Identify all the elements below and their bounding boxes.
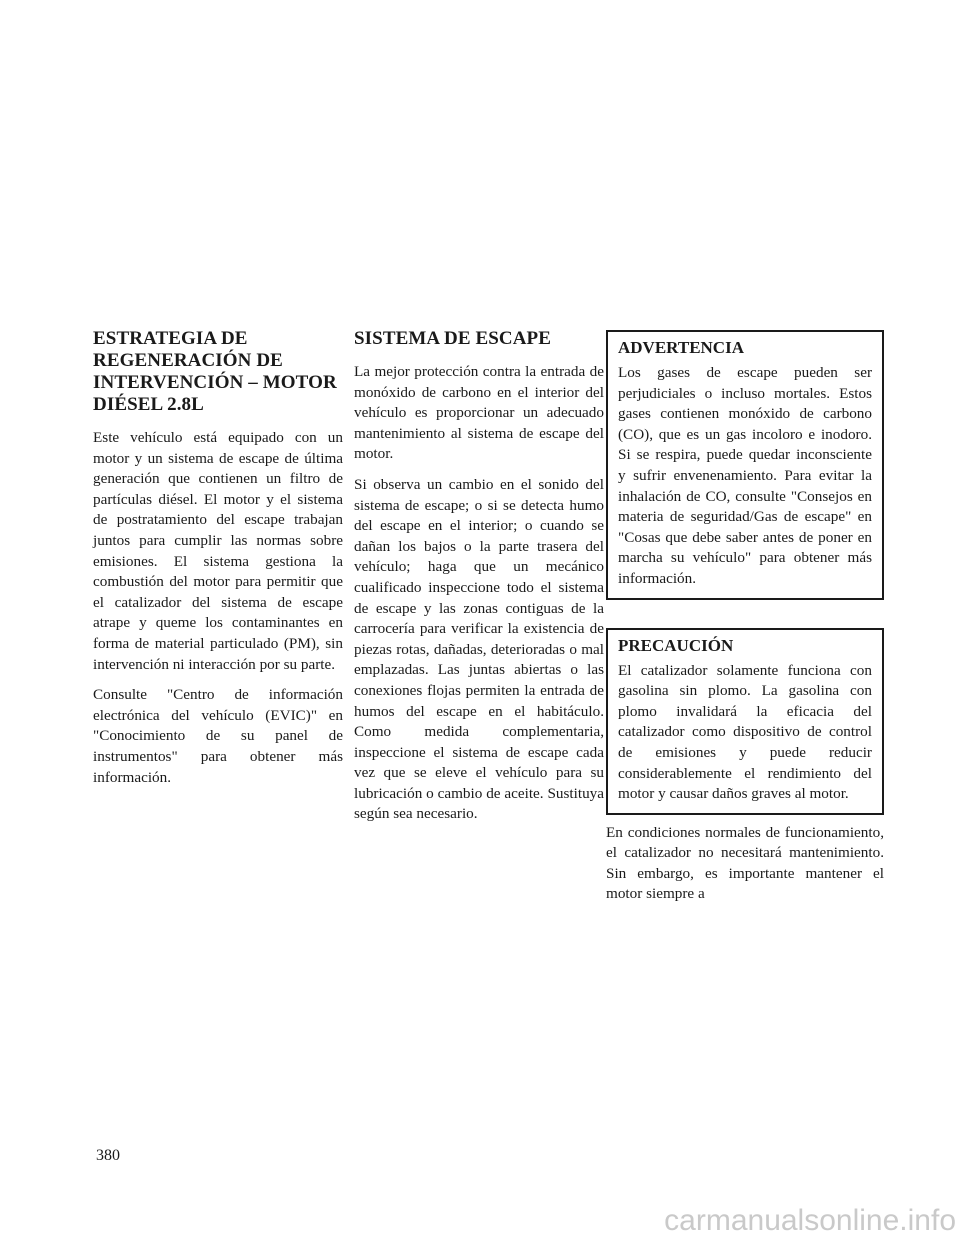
column-right	[606, 328, 884, 915]
warning-box	[606, 330, 884, 600]
watermark: carmanualsonline.info	[664, 1204, 956, 1237]
warning-text: Los gases de escape pueden ser perjudiciales o incluso mortales. Estos gases contienen monóxido de carbono (CO), que es un gas incoloro e inodoro. Si se respira, puede quedar inconsciente y sufrir envenenamiento. Para evitar la inhalación de CO, consulte "Consejos en materia de seguridad/Gas de escape" en "Cosas que debe saber antes de poner en marcha su vehículo" para obtener más información.	[618, 364, 872, 587]
heading-line: INTERVENCIÓN – MOTOR	[93, 372, 337, 393]
heading-line: REGENERACIÓN DE	[93, 350, 283, 371]
paragraph-regeneration-evic: Consulte "Centro de información electrónica del vehículo (EVIC)" en "Conocimiento de su panel de instrumentos" para obtener más información.	[93, 686, 343, 786]
warning-title: ADVERTENCIA	[618, 338, 744, 357]
paragraph-catalyst-maintenance: En condiciones normales de funcionamiento, el catalizador no necesitará mantenimiento. Sin embargo, es importante mantener el motor siempre a	[606, 823, 884, 903]
section-heading-exhaust: SISTEMA DE ESCAPE	[354, 328, 552, 349]
paragraph-exhaust-protection: La mejor protección contra la entrada de monóxido de carbono en el interior del vehículo es proporcionar un adecuado mantenimiento al sistema de escape del motor.	[354, 363, 604, 463]
paragraph-regeneration-intro: Este vehículo está equipado con un motor y un sistema de escape de última generación que contienen un filtro de partículas diésel. El motor y el sistema de postratamiento del escape trabajan juntos para cumplir las normas sobre emisiones. El sistema gestiona la combustión del motor para permitir que el catalizador del sistema de escape atrape y queme los contaminantes en forma de material particulado (PM), sin intervención ni interacción por su parte.	[93, 429, 343, 673]
paragraph-exhaust-inspection: Si observa un cambio en el sonido del sistema de escape; o si se detecta humo del escape en el interior; o cuando se dañan los bajos o la parte trasera del vehículo; haga que un mecánico cualificado inspeccione todo el sistema de escape y las zonas contiguas de la carrocería para verificar la existencia de piezas rotas, dañadas, deterioradas o mal emplazadas. Las juntas abiertas o las conexiones flojas permiten la entrada de humos del escape en el habitáculo. Como medida complementaria, inspeccione el sistema de escape cada vez que se eleve el vehículo para su lubricación o cambio de aceite. Sustituya según sea necesario.	[354, 475, 604, 823]
heading-line: ESTRATEGIA DE	[93, 328, 248, 349]
caution-title: PRECAUCIÓN	[618, 635, 734, 655]
column-left	[93, 328, 343, 798]
section-heading-regeneration	[93, 328, 343, 416]
caution-box	[606, 628, 884, 815]
column-middle	[354, 328, 604, 835]
page-number: 380	[96, 1147, 120, 1164]
heading-line: DIÉSEL 2.8L	[93, 394, 204, 415]
caution-text: El catalizador solamente funciona con gasolina sin plomo. La gasolina con plomo invalidará la eficacia del catalizador como dispositivo de control de emisiones y puede reducir considerablemente el rendimiento del motor y causar daños graves al motor.	[618, 661, 872, 803]
